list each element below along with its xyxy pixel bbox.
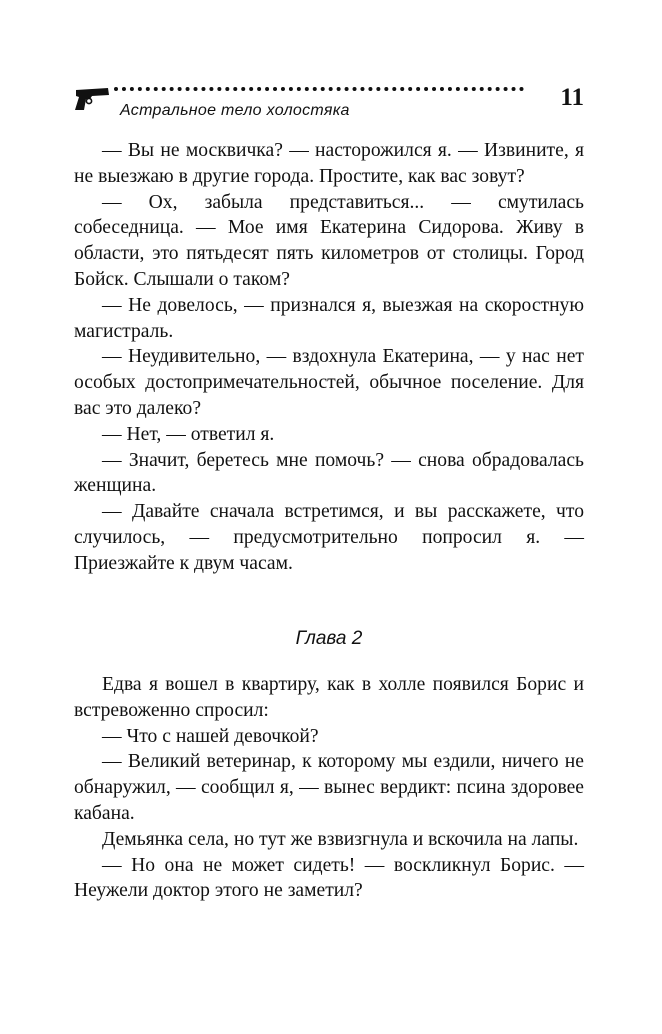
paragraph: — Ох, забыла представиться... — смутилась собеседница. — Мое имя Екатерина Сидорова. Живу в области, это пятьдесят пять километров от столицы. Город Бойск. Слышали о таком? (74, 191, 584, 290)
page-number: 11 (560, 84, 584, 111)
paragraph: Демьянка села, но тут же взвизгнула и вскочила на лапы. (102, 828, 579, 850)
paragraph: — Не довелось, — признался я, выезжая на скоростную магистраль. (74, 294, 584, 342)
header-dotted-rule (114, 87, 524, 91)
paragraph: — Неудивительно, — вздохнула Екатерина, — у нас нет особых достопримечательностей, обычное поселение. Для вас это далеко? (74, 346, 584, 419)
paragraph: — Великий ветеринар, к которому мы ездили, ничего не обнаружил, — сообщил я, — вынес вердикт: псина здоровее кабана. (74, 751, 584, 824)
running-title: Астральное тело холостяка (120, 102, 350, 119)
paragraph: — Вы не москвичка? — насторожился я. — Извините, я не выезжаю в другие города. Простите, как вас зовут? (74, 140, 584, 187)
paragraph: Едва я вошел в квартиру, как в холле появился Борис и встревоженно спросил: (74, 674, 584, 721)
page-header (72, 78, 584, 128)
paragraph: — Давайте сначала встретимся, и вы расскажете, что случилось, — предусмотрительно попросил я. — Приезжайте к двум часам. (74, 501, 584, 574)
text-block-before-chapter (74, 138, 584, 577)
paragraph: — Но она не может сидеть! — воскликнул Борис. — Неужели доктор этого не заметил? (74, 854, 584, 902)
paragraph: — Что с нашей девочкой? (102, 725, 319, 747)
paragraph: — Значит, беретесь мне помочь? — снова обрадовалась женщина. (74, 449, 584, 497)
text-block-chapter-2 (74, 672, 584, 904)
paragraph: — Нет, — ответил я. (102, 423, 275, 445)
chapter-title: Глава 2 (295, 628, 363, 649)
revolver-icon (72, 84, 112, 114)
